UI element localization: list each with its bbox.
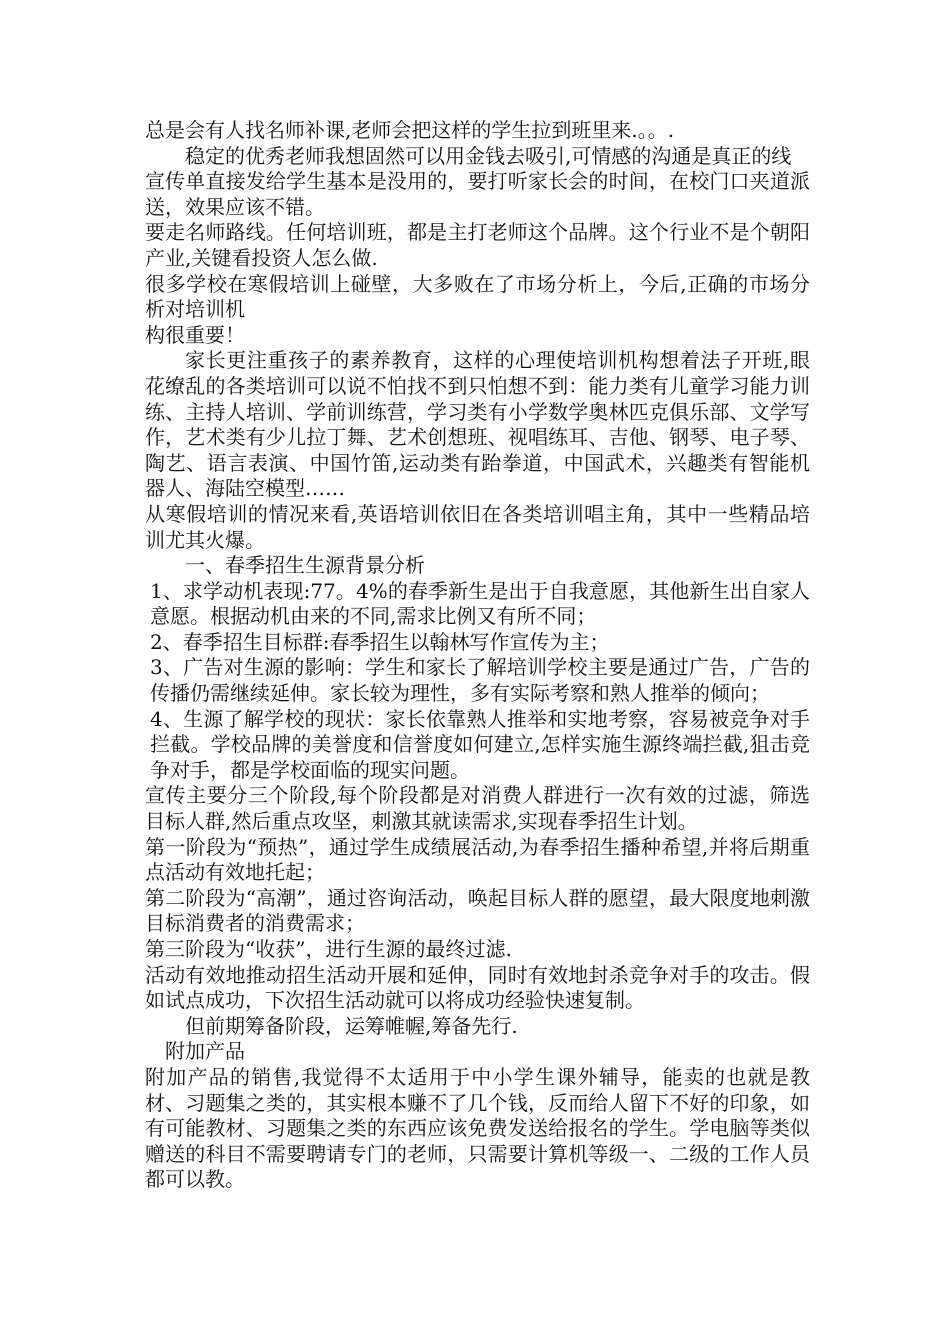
- paragraph-stage-three: 第三阶段为“收获”，进行生源的最终过滤.: [145, 937, 512, 961]
- paragraph-add-on-sales: 附加产品的销售,我觉得不太适用于中小学生课外辅导，能卖的也就是教材、习题集之类的，其实根本赚不了几个钱，反而给人留下不好的印象，如有可能教材、习题集之类的东西应该免费发送给报名的学生。学电脑等类似赠送的科目不需要聘请专门的老师，只需要计算机等级一、二级的工作人员都可以教。: [145, 1064, 810, 1192]
- paragraph-activity-effect: 活动有效地推动招生活动开展和延伸，同时有效地封杀竞争对手的攻击。假如试点成功，下次招生活动就可以将成功经验快速复制。: [145, 962, 810, 1013]
- list-item-current-status: 4、生源了解学校的现状：家长依靠熟人推举和实地考察，容易被竞争对手拦截。学校品牌的美誉度和信誉度如何建立,怎样实施生源终端拦截,狙击竞争对手，都是学校面临的现实问题。: [150, 706, 810, 782]
- paragraph-english-training: 从寒假培训的情况来看,英语培训依旧在各类培训唱主角，其中一些精品培训尤其火爆。: [145, 501, 810, 552]
- paragraph-quality-education: 家长更注重孩子的素养教育，这样的心理使培训机构想着法子开班,眼花缭乱的各类培训可以说不怕找不到只怕想不到：能力类有儿童学习能力训练、主持人培训、学前训练营，学习类有小学数学奥林匹克俱乐部、文学写作，艺术类有少儿拉丁舞、艺术创想班、视唱练耳、吉他、钢琴、电子琴、陶艺、语言表演、中国竹笛,运动类有跆拳道，中国武术，兴趣类有智能机器人、海陆空模型……: [145, 348, 810, 501]
- paragraph-flyers: 宣传单直接发给学生基本是没用的，要打听家长会的时间，在校门口夹道派送，效果应该不错。: [145, 169, 810, 219]
- list-item-target-group: 2、春季招生目标群:春季招生以翰林写作宣传为主；: [150, 629, 610, 654]
- list-item-motivation: 1、求学动机表现:77。4%的春季新生是出于自我意愿，其他新生出自家人意愿。根据动机由来的不同,需求比例又有所不同；: [150, 578, 810, 629]
- list-item-advertising: 3、广告对生源的影响：学生和家长了解培训学校主要是通过广告，广告的传播仍需继续延伸。家长较为理性，多有实际考察和熟人推举的倾向；: [150, 655, 810, 706]
- paragraph-market-analysis: 很多学校在寒假培训上碰壁，大多败在了市场分析上，今后,正确的市场分析对培训机: [145, 271, 810, 322]
- paragraph-preparation: 但前期筹备阶段，运筹帷幄,筹备先行.: [185, 1013, 518, 1038]
- paragraph-three-stages: 宣传主要分三个阶段,每个阶段都是对消费人群进行一次有效的过滤，筛选目标人群,然后重点攻坚，刺激其就读需求,实现春季招生计划。: [145, 783, 810, 834]
- paragraph-tutoring: 总是会有人找名师补课,老师会把这样的学生拉到班里来.。。.: [145, 118, 675, 142]
- section-heading: 一、春季招生生源背景分析: [185, 553, 425, 578]
- document-page: [145, 118, 810, 1193]
- paragraph-stage-two: 第二阶段为“高潮”，通过咨询活动，唤起目标人群的愿望，最大限度地刺激目标消费者的消费需求；: [145, 885, 810, 936]
- paragraph-stage-one: 第一阶段为“预热”，通过学生成绩展活动,为春季招生播种希望,并将后期重点活动有效地托起；: [145, 834, 810, 885]
- paragraph-teacher-retention: 稳定的优秀老师我想固然可以用金钱去吸引,可情感的沟通是真正的线: [185, 143, 792, 168]
- paragraph-famous-teacher: 要走名师路线。任何培训班，都是主打老师这个品牌。这个行业不是个朝阳产业,关键看投资人怎么做.: [145, 220, 810, 270]
- subheading-add-on-products: 附加产品: [165, 1039, 245, 1064]
- paragraph-market-analysis-end: 构很重要！: [145, 322, 245, 347]
